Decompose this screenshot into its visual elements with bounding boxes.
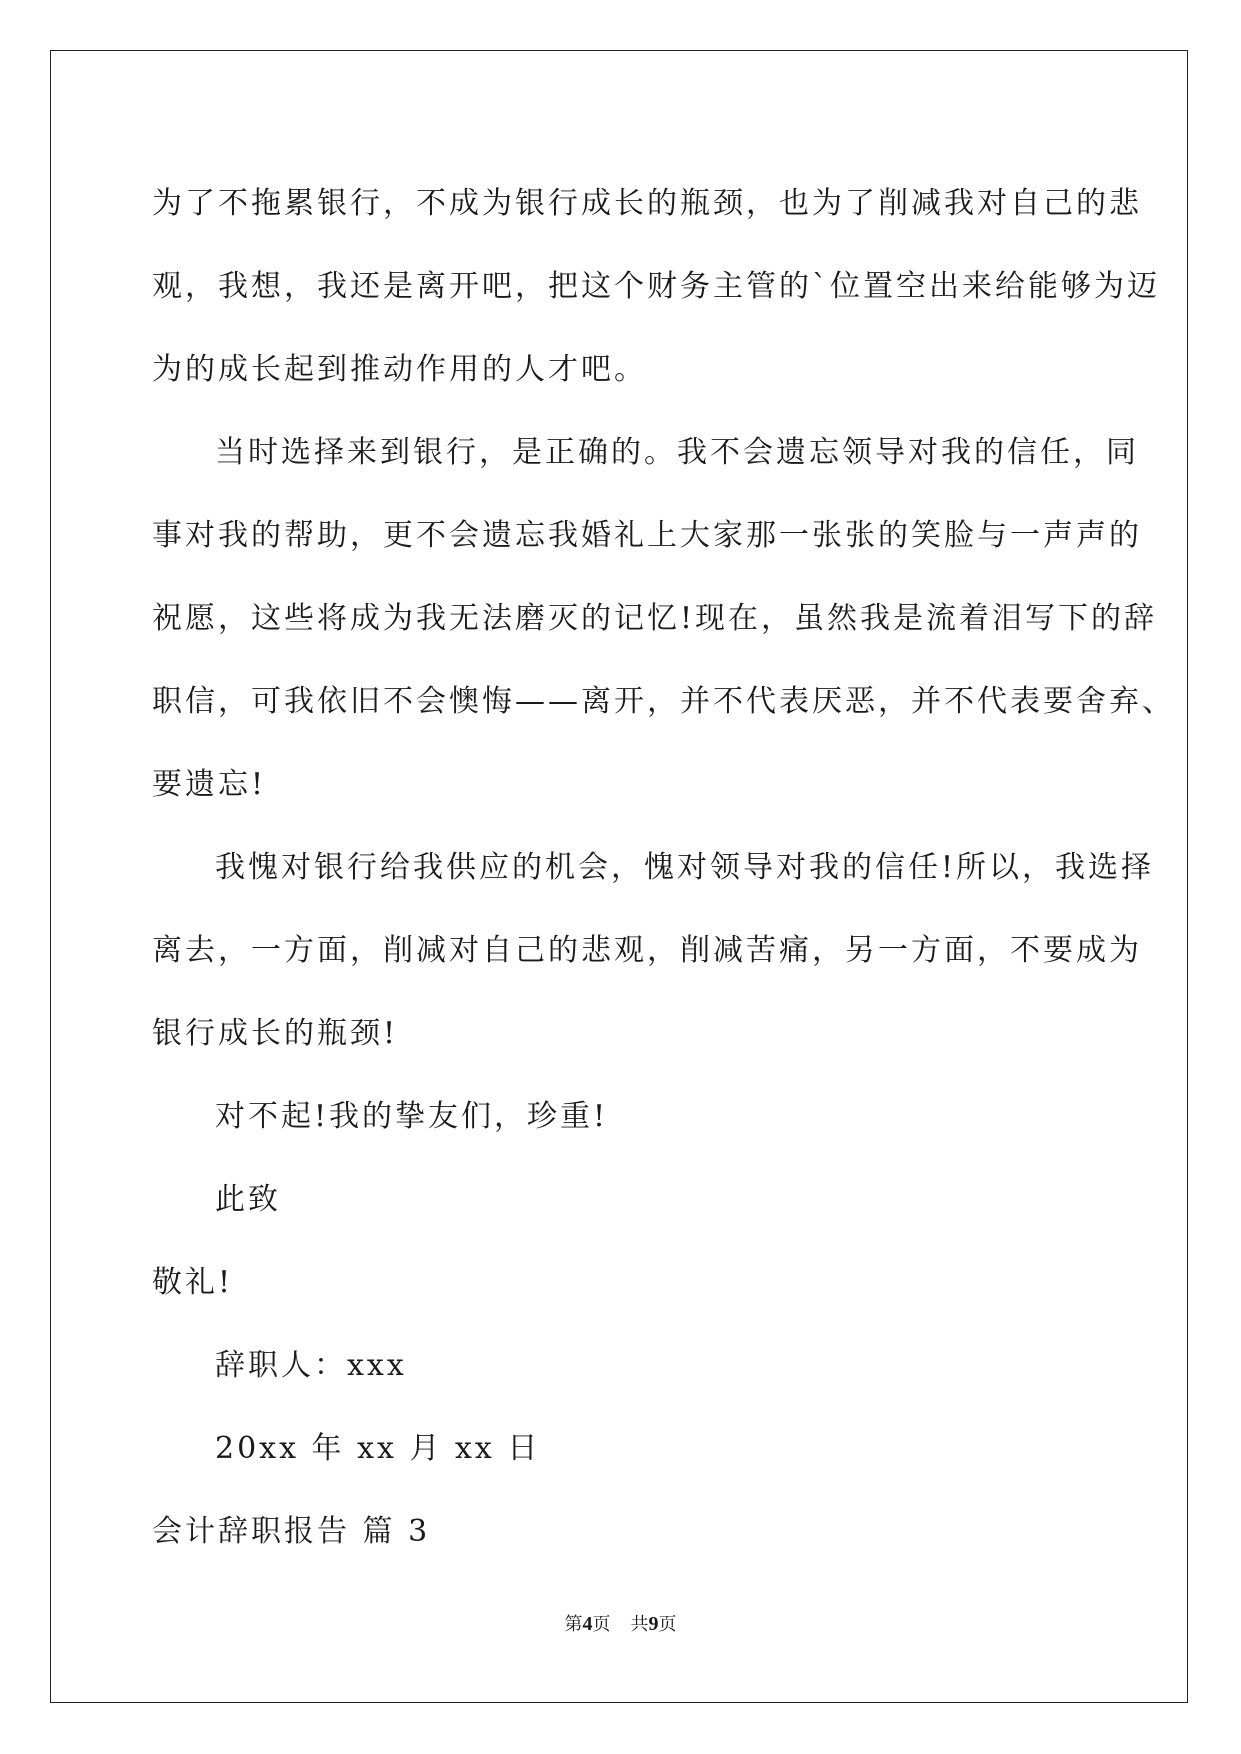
footer-suffix: 页 [658,1614,677,1635]
section-heading: 会计辞职报告 篇 3 [152,1514,431,1549]
text-line: 为了不拖累银行，不成为银行成长的瓶颈，也为了削减我对自己的悲 [152,186,1142,221]
text-line: 银行成长的瓶颈! [152,1016,399,1051]
text-line: 要遗忘! [152,767,267,802]
paragraph-start: 当时选择来到银行，是正确的。我不会遗忘领导对我的信任，同 [215,435,1139,470]
footer-prefix: 第 [564,1614,583,1635]
closing-phrase: 此致 [215,1182,281,1217]
text-line: 祝愿，这些将成为我无法磨灭的记忆!现在，虽然我是流着泪写下的辞 [152,601,1158,636]
signature: 辞职人：xxx [215,1348,407,1383]
date-line: 20xx 年 xx 月 xx 日 [215,1431,541,1466]
total-page-number: 9 [648,1613,659,1635]
current-page-number: 4 [582,1613,593,1635]
footer-total-prefix: 共 [630,1614,649,1635]
paragraph-start: 我愧对银行给我供应的机会，愧对领导对我的信任!所以，我选择 [215,850,1155,885]
footer-mid: 页 [592,1614,611,1635]
salutation: 敬礼! [152,1265,234,1300]
text-line: 观，我想，我还是离开吧，把这个财务主管的`位置空出来给能够为迈 [152,269,1160,304]
paragraph-start: 对不起!我的挚友们，珍重! [215,1099,609,1134]
text-line: 职信，可我依旧不会懊悔——离开，并不代表厌恶，并不代表要舍弃、 [152,684,1175,719]
page-footer [0,1610,1241,1636]
text-line: 为的成长起到推动作用的人才吧。 [152,352,647,387]
text-line: 离去，一方面，削减对自己的悲观，削减苦痛，另一方面，不要成为 [152,933,1142,968]
text-line: 事对我的帮助，更不会遗忘我婚礼上大家那一张张的笑脸与一声声的 [152,518,1142,553]
document-body [152,162,1175,1573]
